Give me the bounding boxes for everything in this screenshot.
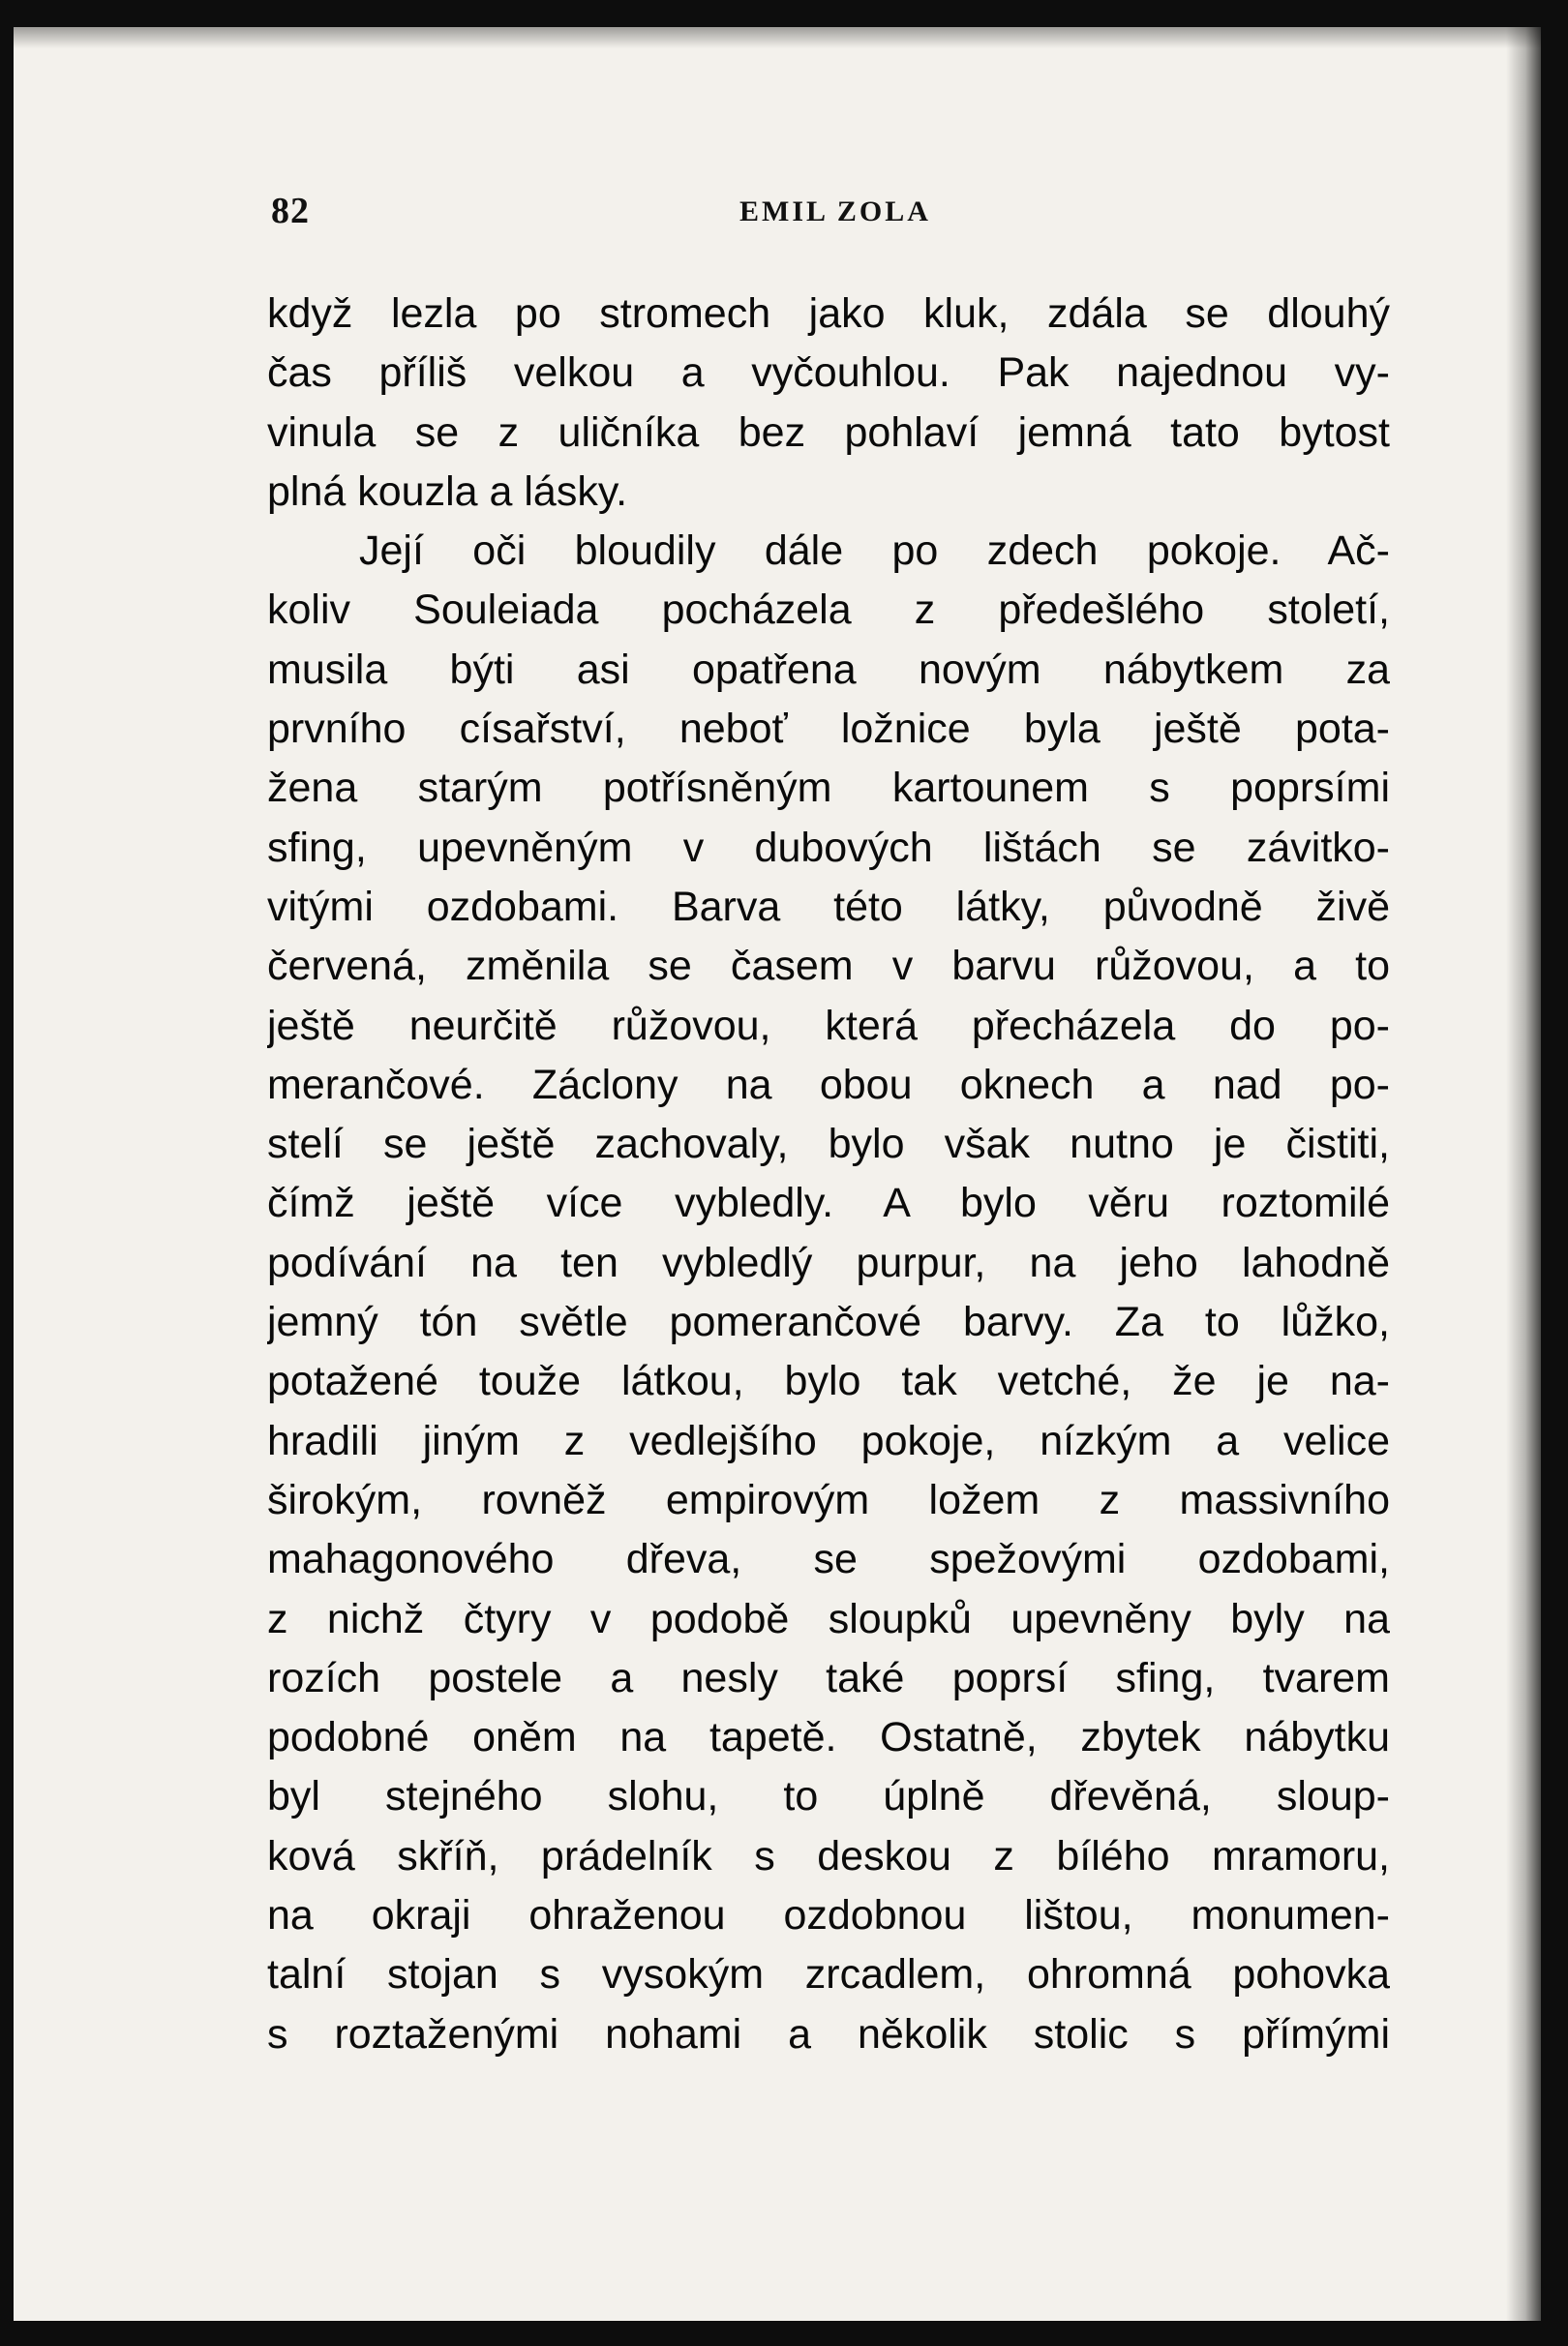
text-line: Její oči bloudily dále po zdech pokoje. Ač- xyxy=(359,527,1390,575)
page-top-shadow xyxy=(14,27,1541,48)
text-line: plná kouzla a lásky. xyxy=(267,467,628,515)
text-line: potažené touže látkou, bylo tak vetché, že je na- xyxy=(267,1358,1390,1405)
running-head xyxy=(256,182,1398,240)
text-line: stelí se ještě zachovaly, bylo však nutno je čistiti, xyxy=(267,1121,1390,1168)
text-line: byl stejného slohu, to úplně dřevěná, sloup- xyxy=(267,1773,1390,1820)
text-line: na okraji ohraženou ozdobnou lištou, monumen- xyxy=(267,1892,1390,1940)
page-edge-shadow xyxy=(1506,27,1541,2321)
text-line: hradili jiným z vedlejšího pokoje, nízkým a velice xyxy=(267,1417,1390,1464)
text-line: sfing, upevněným v dubových lištách se závitko- xyxy=(267,824,1390,871)
text-line: prvního císařství, neboť ložnice byla ještě pota- xyxy=(267,706,1390,753)
text-line: talní stojan s vysokým zrcadlem, ohromná pohovka xyxy=(267,1951,1390,1999)
page-number: 82 xyxy=(271,191,310,231)
text-line: musila býti asi opatřena novým nábytkem za xyxy=(267,646,1390,693)
text-line: když lezla po stromech jako kluk, zdála se dlouhý xyxy=(267,290,1390,337)
running-head-author: EMIL ZOLA xyxy=(739,196,931,227)
text-line: ková skříň, prádelník s deskou z bílého mramoru, xyxy=(267,1832,1390,1880)
body-text xyxy=(267,285,1390,2064)
text-line: z nichž čtyry v podobě sloupků upevněny byly na xyxy=(267,1595,1390,1642)
text-line: s roztaženými nohami a několik stolic s přímými xyxy=(267,2010,1390,2058)
text-line: čímž ještě více vybledly. A bylo věru roztomilé xyxy=(267,1180,1390,1227)
text-line: merančové. Záclony na obou oknech a nad po- xyxy=(267,1061,1390,1108)
text-line: jemný tón světle pomerančové barvy. Za to lůžko, xyxy=(267,1299,1390,1346)
text-line: koliv Souleiada pocházela z předešlého století, xyxy=(267,586,1390,634)
text-line: čas příliš velkou a vyčouhlou. Pak najednou vy- xyxy=(267,349,1390,397)
text-line: mahagonového dřeva, se spežovými ozdobami, xyxy=(267,1536,1390,1583)
text-line: podívání na ten vybledlý purpur, na jeho lahodně xyxy=(267,1239,1390,1286)
text-line: vitými ozdobami. Barva této látky, původně živě xyxy=(267,883,1390,930)
text-line: červená, změnila se časem v barvu růžovou, a to xyxy=(267,943,1390,990)
text-line: ještě neurčitě růžovou, která přecházela do po- xyxy=(267,1002,1390,1049)
text-line: vinula se z uličníka bez pohlaví jemná tato bytost xyxy=(267,408,1390,456)
text-line: rozích postele a nesly také poprsí sfing, tvarem xyxy=(267,1654,1390,1701)
text-line: podobné oněm na tapetě. Ostatně, zbytek nábytku xyxy=(267,1714,1390,1761)
text-line: širokým, rovněž empirovým ložem z massivního xyxy=(267,1476,1390,1523)
text-line: žena starým potřísněným kartounem s poprsími xyxy=(267,765,1390,812)
book-page xyxy=(14,27,1541,2321)
